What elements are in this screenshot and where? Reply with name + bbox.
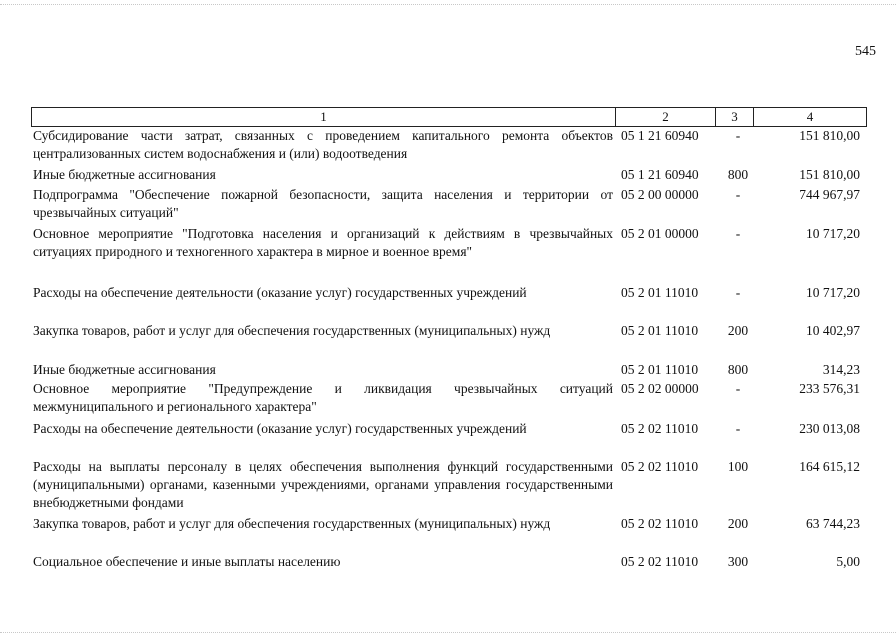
row-amount: 164 615,12 [799, 459, 860, 474]
row-expense-type: - [735, 187, 741, 202]
row-description: Социальное обеспечение и иные выплаты населению [33, 554, 341, 569]
row-description: Субсидирование части затрат, связанных с проведением капитального ремонта объектов централизованных систем водоснабжения и (или) водоотведения [33, 128, 613, 161]
scan-edge-bottom [0, 632, 896, 633]
row-code: 05 2 02 11010 [621, 516, 699, 531]
row-amount: 151 810,00 [799, 167, 860, 182]
row-code: 05 2 02 11010 [621, 421, 699, 436]
row-code: 05 2 01 00000 [621, 226, 699, 241]
row-expense-type: 100 [727, 459, 749, 474]
row-expense-type: - [735, 285, 741, 300]
row-description: Закупка товаров, работ и услуг для обеспечения государственных (муниципальных) нужд [33, 323, 551, 338]
header-col-4: 4 [806, 109, 814, 124]
header-col-2: 2 [616, 108, 716, 126]
row-description: Расходы на обеспечение деятельности (оказание услуг) государственных учреждений [33, 421, 527, 436]
row-amount: 10 717,20 [806, 226, 860, 241]
row-amount: 5,00 [836, 554, 860, 569]
row-amount: 233 576,31 [799, 381, 860, 396]
scan-edge-top [0, 4, 896, 5]
row-expense-type: - [735, 381, 741, 396]
page-number: 545 [855, 44, 876, 59]
row-amount: 744 967,97 [799, 187, 860, 202]
row-description: Иные бюджетные ассигнования [33, 362, 216, 377]
row-expense-type: 200 [727, 516, 749, 531]
row-amount: 230 013,08 [799, 421, 860, 436]
row-description: Расходы на выплаты персоналу в целях обеспечения выполнения функций государственными (муниципальными) органами, казенными учреждениями, органами управления государственными внебюджетными фондами [33, 459, 613, 510]
row-code: 05 2 01 11010 [621, 362, 699, 377]
row-amount: 10 717,20 [806, 285, 860, 300]
row-code: 05 2 00 00000 [621, 187, 699, 202]
row-code: 05 2 01 11010 [621, 323, 699, 338]
row-description: Расходы на обеспечение деятельности (оказание услуг) государственных учреждений [33, 285, 527, 300]
row-expense-type: 800 [727, 362, 749, 377]
row-description: Иные бюджетные ассигнования [33, 167, 216, 182]
row-expense-type: - [735, 421, 741, 436]
header-col-3: 3 [716, 108, 754, 126]
row-code: 05 2 02 11010 [621, 554, 699, 569]
row-amount: 10 402,97 [806, 323, 860, 338]
row-code: 05 2 02 11010 [621, 459, 699, 474]
row-amount: 314,23 [822, 362, 860, 377]
row-expense-type: 300 [727, 554, 749, 569]
row-expense-type: - [735, 128, 741, 143]
header-col-1: 1 [32, 108, 616, 126]
row-amount: 63 744,23 [806, 516, 860, 531]
row-description: Основное мероприятие "Подготовка населения и организаций к действиям в чрезвычайных ситуациях природного и техногенного характера в мирное и военное время" [33, 226, 613, 259]
row-code: 05 1 21 60940 [621, 128, 699, 143]
row-expense-type: - [735, 226, 741, 241]
row-code: 05 2 01 11010 [621, 285, 699, 300]
row-amount: 151 810,00 [799, 128, 860, 143]
row-code: 05 2 02 00000 [621, 381, 699, 396]
row-code: 05 1 21 60940 [621, 167, 699, 182]
row-description: Подпрограмма "Обеспечение пожарной безопасности, защита населения и территории от чрезвычайных ситуаций" [33, 187, 613, 220]
row-expense-type: 200 [727, 323, 749, 338]
row-description: Основное мероприятие "Предупреждение и ликвидация чрезвычайных ситуаций межмуниципального и регионального характера" [33, 381, 613, 414]
table-header [31, 107, 867, 127]
row-description: Закупка товаров, работ и услуг для обеспечения государственных (муниципальных) нужд [33, 516, 551, 531]
row-expense-type: 800 [727, 167, 749, 182]
